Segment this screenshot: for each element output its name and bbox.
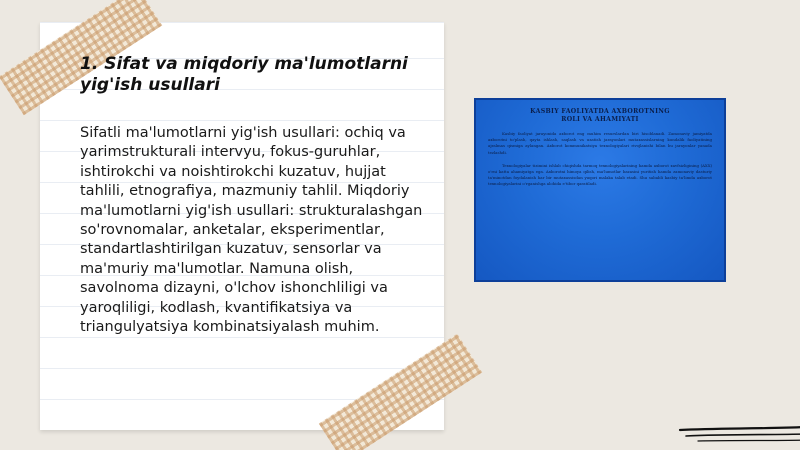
slide-body-text: Sifatli ma'lumotlarni yig'ish usullari: ochiq va yarimstrukturali intervyu, fokus-guruhlar, ishtirokchi va noishtirokchi kuzatuv, hujjat tahlili, etnografiya, mazmuniy tahlil. Miqdoriy ma'lumotlarni yig'ish usullari: strukturalashgan so'rovnomalar, anketalar, eksperimentlar, standartlashtirilgan kuzatuv, sensorlar va ma'muriy ma'lumotlar. Namuna olish, savolnoma dizayni, o'lchov ishonchliligi va yaroqliligi, kodlash, kvantifikatsiya va triangulyatsiya kombinatsiyalash muhim. bbox=[80, 125, 423, 336]
document-heading bbox=[488, 108, 712, 124]
decorative-brush-lines bbox=[678, 424, 800, 446]
document-image bbox=[474, 98, 726, 282]
document-heading-line-2: ROLI VA AHAMIYATI bbox=[561, 116, 639, 123]
document-heading-line-1: KASBIY FAOLIYATDA AXBOROTNING bbox=[530, 108, 670, 115]
document-paragraph-2: Texnologiyalar tizimini ishlab chiqishda tarmoq texnologiyalarining hamda axborot xavfsizligining (AXX) o'rni katta ahamiyatga ega. Axborotni himoya qilish, ma'lumotlar bazasini yuritish hamda zamonaviy dasturiy ta'minotdan foydalanish har bir mutaxassisdan yuqori malaka talab etadi. Shu sababli kasbiy ta'limda axborot texnologiyalarini o'rganishga alohida e'tibor qaratiladi. bbox=[488, 162, 712, 187]
document-paragraph-1: Kasbiy faoliyat jarayonida axborot eng muhim resurslardan biri hisoblanadi. Zamonaviy jamiyatda axborotni to'plash, qayta ishlash, saqlash va uzatish jarayonlari mutaxassislarning kundalik faoliyatining ajralmas qismiga aylangan. Axborot kommunikatsiya texnologiyalari rivojlanishi bilan bu jarayonlar yanada tezlashdi. bbox=[488, 131, 712, 155]
slide-title: 1. Sifat va miqdoriy ma'lumotlarni yig'ish usullari bbox=[80, 54, 408, 95]
